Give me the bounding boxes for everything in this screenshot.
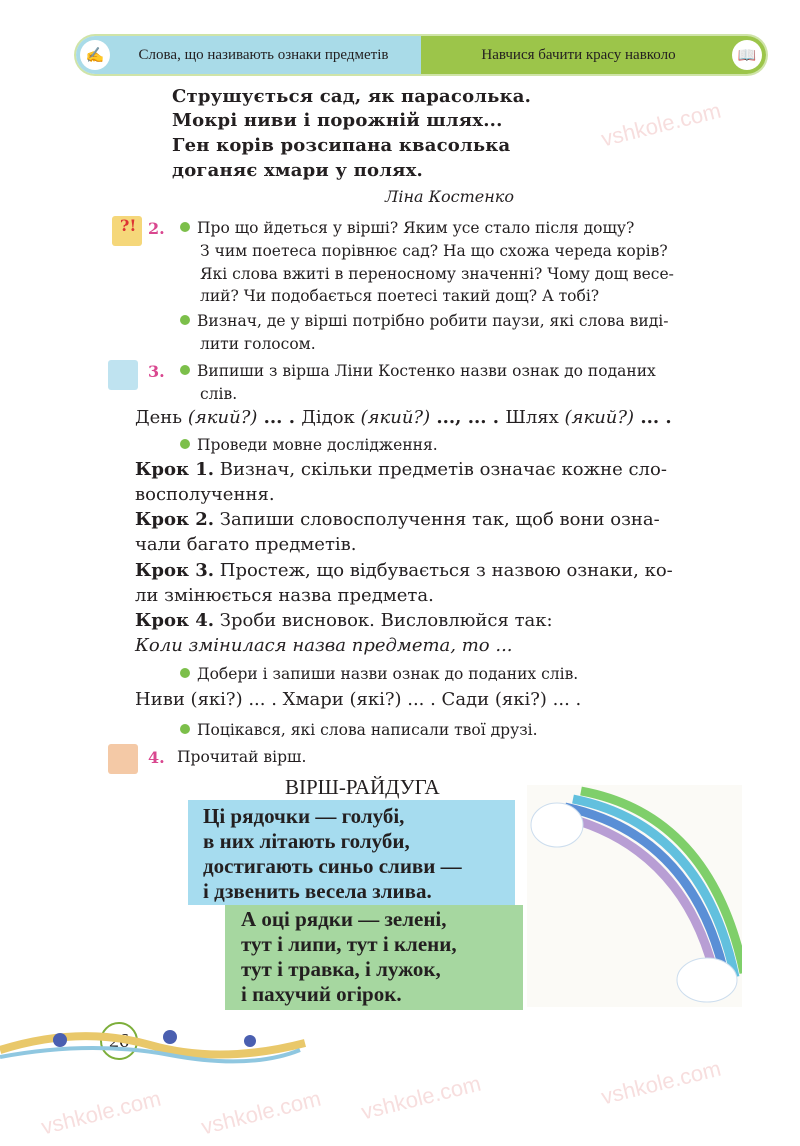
watermark: vshkole.com (598, 97, 724, 152)
step-label: Крок 3. (135, 560, 215, 581)
task2-line: Які слова вжиті в переносному значенні? Чому дощ весе- (200, 265, 674, 283)
poem-line: і дзвенить весела злива. (203, 879, 432, 903)
watermark: vshkole.com (38, 1085, 164, 1140)
question: (який?) (187, 407, 258, 428)
step-line: восполучення. (135, 484, 275, 505)
step-label: Крок 2. (135, 509, 215, 530)
research (180, 436, 438, 454)
page-number: 26 (100, 1022, 138, 1060)
bullet-icon (180, 724, 190, 734)
task3-line: слів. (200, 385, 238, 403)
step (135, 610, 553, 631)
green-poem-box (225, 905, 523, 1010)
pen-icon: ✍ (80, 40, 110, 70)
bullet-icon (180, 365, 190, 375)
text: Визнач, скільки предметів означає кожне сло- (214, 459, 667, 480)
blank: ... . (634, 407, 672, 428)
task2-line: З чим поетеса порівнює сад? На що схожа череда корів? (200, 242, 668, 260)
word: Дідок (301, 407, 361, 428)
task-number: 2. (148, 219, 165, 238)
text: Про що йдеться у вірші? Яким усе стало після дощу? (197, 219, 635, 237)
text: Запиши словосполучення так, щоб вони озна- (214, 509, 660, 530)
pick (180, 665, 578, 683)
text: Проведи мовне дослідження. (197, 436, 438, 454)
text: Зроби висновок. Висловлюйся так: (214, 610, 553, 631)
step (135, 509, 660, 530)
bullet-icon (180, 439, 190, 449)
task2-sub (180, 312, 668, 330)
example2: Ниви (які?) ... . Хмари (які?) ... . Сади (які?) ... . (135, 689, 582, 710)
word: Шлях (505, 407, 565, 428)
text: Визнач, де у вірші потрібно робити паузи, які слова виді- (197, 312, 669, 330)
task3-example (135, 407, 672, 428)
step-line: чали багато предметів. (135, 534, 357, 555)
ask (180, 721, 538, 739)
blue-poem-box (188, 800, 515, 905)
step (135, 560, 673, 581)
watermark: vshkole.com (358, 1070, 484, 1125)
poem-line: Ген корів розсипана квасолька (172, 135, 511, 156)
word: День (135, 407, 188, 428)
poem-title: ВІРШ-РАЙДУГА (285, 775, 440, 799)
step-label: Крок 1. (135, 459, 215, 480)
poem-line: тут і травка, і лужок, (241, 957, 441, 981)
bullet-icon (180, 668, 190, 678)
conclusion: Коли змінилася назва предмета, то ... (135, 635, 513, 656)
bullet-icon (180, 315, 190, 325)
task3-line (180, 362, 656, 380)
task-number: 3. (148, 362, 165, 381)
page-header (76, 36, 766, 74)
topic-title: Навчися бачити красу навколо (481, 47, 676, 63)
poem-author: Ліна Костенко (385, 187, 514, 206)
task2-sub: лити голосом. (200, 335, 316, 353)
think-icon: ?! (112, 216, 142, 246)
poem-line: доганяє хмари у полях. (172, 160, 423, 181)
text: Добери і запиши назви ознак до поданих слів. (197, 665, 579, 683)
text: Поцікався, які слова написали твої друзі. (197, 721, 538, 739)
blank: ..., ... . (430, 407, 506, 428)
poem-line: тут і липи, тут і клени, (241, 932, 457, 956)
poem-line: Ці рядочки — голубі, (203, 804, 405, 828)
question: (який?) (360, 407, 431, 428)
poem-line: А оці рядки — зелені, (241, 907, 447, 931)
poem-line: Струшується сад, як парасолька. (172, 86, 532, 107)
poem-line: достигають синьо сливи — (203, 854, 462, 878)
section-title: Слова, що називають ознаки предметів (138, 47, 389, 63)
bullet-icon (180, 222, 190, 232)
text: Простеж, що відбувається з назвою ознаки, ко- (214, 560, 673, 581)
text: Випиши з вірша Ліни Костенко назви ознак до поданих (197, 362, 656, 380)
step-label: Крок 4. (135, 610, 215, 631)
task2-line (180, 219, 634, 237)
step (135, 459, 667, 480)
question: (який?) (564, 407, 635, 428)
poem-line: в них літають голуби, (203, 829, 410, 853)
step-line: ли змінюється назва предмета. (135, 585, 434, 606)
rainbow-illustration (527, 785, 742, 1007)
poem-line: і пахучий огірок. (241, 982, 402, 1006)
flower-ornament-icon (0, 1015, 310, 1070)
watermark: vshkole.com (598, 1055, 724, 1110)
write-icon (108, 360, 138, 390)
task-number: 4. (148, 748, 165, 767)
blank: ... . (257, 407, 302, 428)
book-icon: 📖 (732, 40, 762, 70)
task4-text: Прочитай вірш. (177, 748, 307, 766)
reading-icon (108, 744, 138, 774)
watermark: vshkole.com (198, 1085, 324, 1140)
poem-line: Мокрі ниви і порожній шлях... (172, 110, 503, 131)
task2-line: лий? Чи подобається поетесі такий дощ? А тобі? (200, 287, 600, 305)
